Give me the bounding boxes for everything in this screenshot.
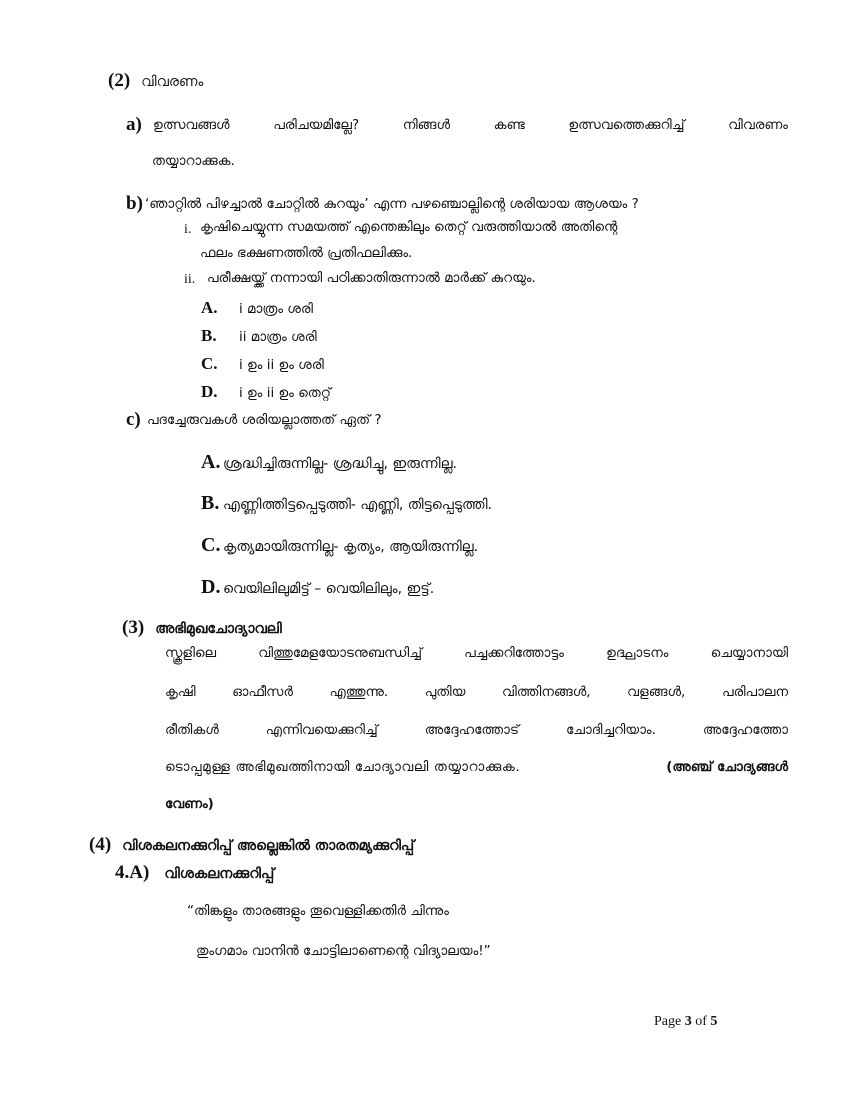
poem-line1: “തിങ്കളും താരങ്ങളും തൂവെള്ളിക്കതിർ ചിന്നും xyxy=(187,903,449,919)
section-2-title: വിവരണം xyxy=(141,74,204,90)
option-2c-b: B. എണ്ണിത്തിട്ടപ്പെടുത്തി- എണ്ണി, തിട്ടപ്പെടുത്തി. xyxy=(201,492,492,514)
section-3-line3: രീതികൾ എന്നിവയെക്കുറിച്ച് അദ്ദേഹത്തോട് ചോദിച്ചറിയാം. അദ്ദേഹത്തോ xyxy=(165,722,788,738)
word: ഉത്സവത്തെക്കുറിച്ച് xyxy=(568,117,685,133)
section-2-number: (2) xyxy=(108,70,131,91)
section-4a-title: വിശകലനക്കുറിപ്പ് xyxy=(164,866,275,882)
section-4-title: വിശകലനക്കുറിപ്പ് അല്ലെങ്കിൽ താരതമ്യക്കുറിപ്പ് xyxy=(122,838,415,854)
section-3-number: (3) xyxy=(122,617,145,638)
option-2b-b: B. ii മാത്രം ശരി xyxy=(201,326,317,345)
statement-i-numeral: i. xyxy=(184,222,192,237)
section-4a-label: 4.A) xyxy=(115,862,150,883)
section-3-note: (അഞ്ച് ചോദ്യങ്ങൾ xyxy=(666,759,788,775)
option-2c-d: D. വെയിലിലുമിട്ട് – വെയിലിലും, ഇട്ട്. xyxy=(201,576,435,598)
option-2b-d: D. i ഉം ii ഉം തെറ്റ് xyxy=(201,382,331,401)
question-2b-label: b) xyxy=(126,193,143,214)
statement-i-line2: ഫലം ഭക്ഷണത്തിൽ പ്രതിഫലിക്കും. xyxy=(200,245,413,261)
question-2c-text: പദച്ചേരുവകൾ ശരിയല്ലാത്തത് ഏത് ? xyxy=(147,412,382,428)
section-4-number: (4) xyxy=(89,834,112,855)
question-2a-label: a) xyxy=(126,114,142,135)
word: കണ്ട xyxy=(493,117,525,133)
option-2b-a: A. i മാത്രം ശരി xyxy=(201,298,313,317)
statement-ii-line1: പരീക്ഷയ്ക്ക് നന്നായി പഠിക്കാതിരുന്നാൽ മാർക്ക് കുറയും. xyxy=(207,270,536,286)
word: പരിചയമില്ലേ? xyxy=(273,117,360,133)
section-3-line2: കൃഷി ഓഫീസർ എത്തുന്നു. പുതിയ വിത്തിനങ്ങൾ, വളങ്ങൾ, പരിപാലന xyxy=(165,684,788,700)
word: ഉത്സവങ്ങൾ xyxy=(153,117,230,133)
section-4-heading xyxy=(89,834,414,856)
statement-ii-numeral: ii. xyxy=(184,272,196,287)
section-3-line1: സ്കൂളിലെ വിത്തുമേളയോടനുബന്ധിച്ച് പച്ചക്കറിത്തോട്ടം ഉദ്ഘാടനം ചെയ്യാനായി xyxy=(165,645,788,661)
option-2b-c: C. i ഉം ii ഉം ശരി xyxy=(201,354,324,373)
section-3-heading xyxy=(122,617,282,639)
question-2a-line1 xyxy=(153,117,788,133)
section-2-heading xyxy=(108,70,203,92)
word: നിങ്ങൾ xyxy=(402,117,451,133)
option-2c-c: C. കൃത്യമായിരുന്നില്ല- കൃത്യം, ആയിരുന്നില്ല. xyxy=(201,534,479,556)
section-3-note-cont: വേണം) xyxy=(165,796,214,812)
question-2a-line2: തയ്യാറാക്കുക. xyxy=(152,153,235,169)
option-2c-a: A. ശ്രദ്ധിച്ചിരുന്നില്ല- ശ്രദ്ധിച്ചു, ഇരുന്നില്ല. xyxy=(201,451,457,473)
section-4a-heading xyxy=(115,862,274,884)
word: വിവരണം xyxy=(728,117,788,133)
statement-i-line1: കൃഷിചെയ്യുന്ന സമയത്ത് എന്തെങ്കിലും തെറ്റ് വരുത്തിയാൽ അതിന്റെ xyxy=(200,219,618,235)
question-2c-label: c) xyxy=(126,409,141,430)
poem-line2: തുംഗമാം വാനിൻ ചോട്ടിലാണെന്റെ വിദ്യാലയം!” xyxy=(196,943,491,959)
page-number: Page 3 of 5 xyxy=(654,1014,718,1029)
question-2b-text: ‘ഞാറ്റിൽ പിഴച്ചാൽ ചോറ്റിൽ കുറയും’ എന്ന പഴഞ്ചൊല്ലിന്റെ ശരിയായ ആശയം ? xyxy=(145,196,639,212)
section-3-line4: ടൊപ്പമുള്ള അഭിമുഖത്തിനായി ചോദ്യാവലി തയ്യാറാക്കുക. (അഞ്ച് ചോദ്യങ്ങൾ xyxy=(165,759,788,775)
section-3-title: അഭിമുഖചോദ്യാവലി xyxy=(155,621,282,637)
